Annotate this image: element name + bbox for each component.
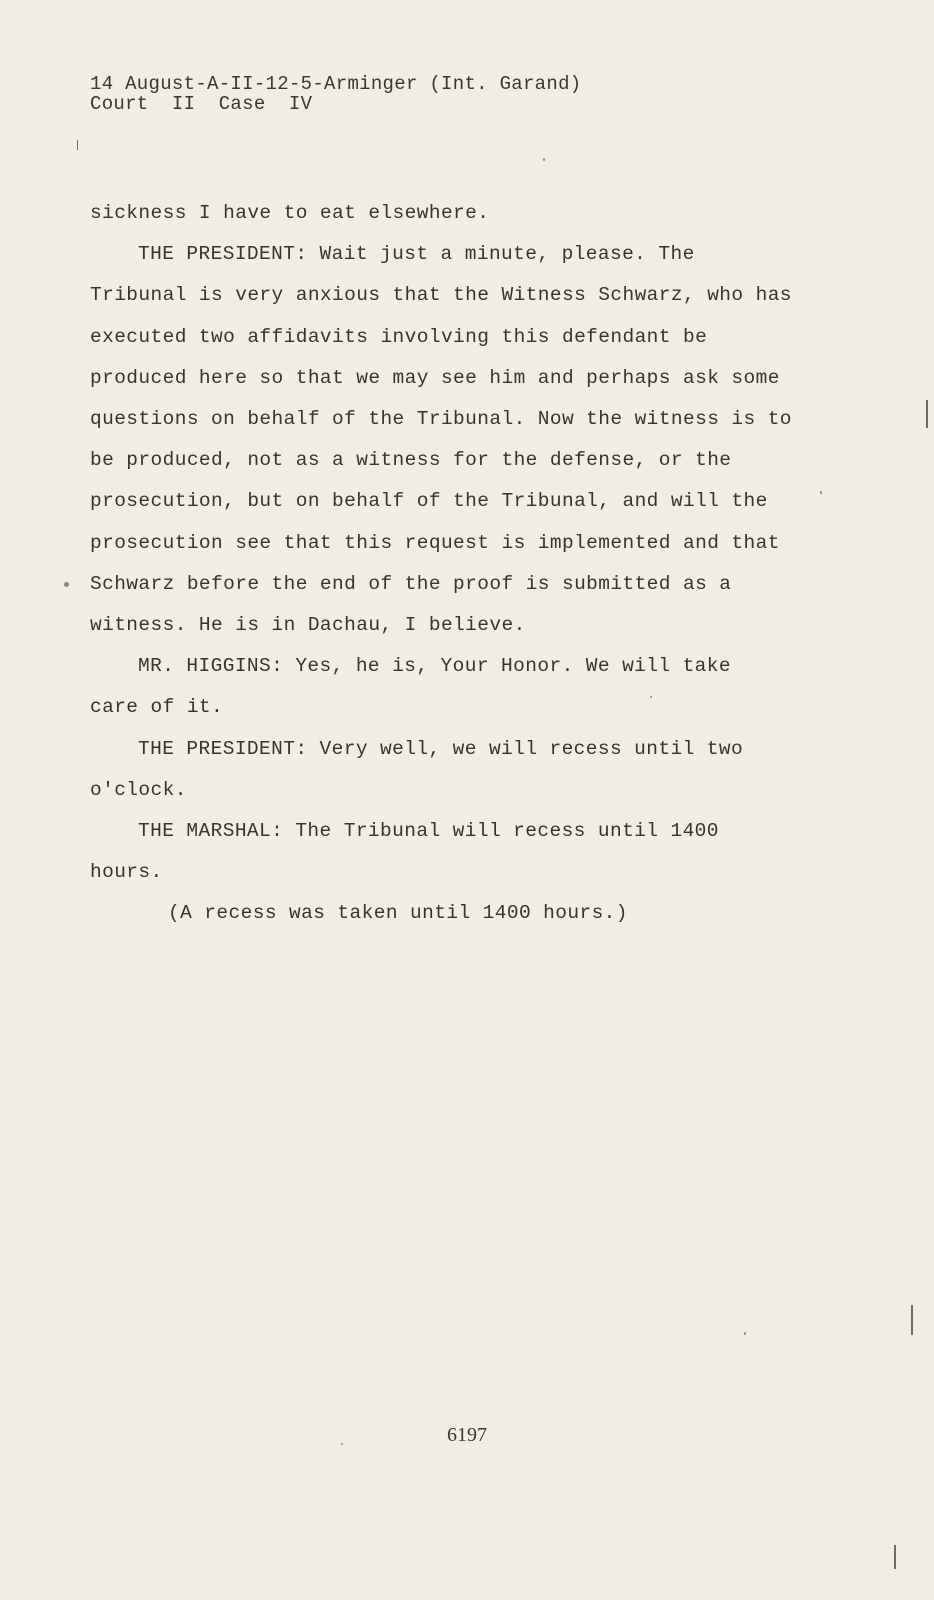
transcript-line: MR. HIGGINS: Yes, he is, Your Honor. We will take bbox=[138, 655, 731, 678]
transcript-line: o'clock. bbox=[90, 778, 187, 801]
transcript-line: produced here so that we may see him and perhaps ask some bbox=[90, 366, 780, 389]
transcript-line: Schwarz before the end of the proof is submitted as a bbox=[90, 572, 732, 595]
paper-speck bbox=[744, 1332, 746, 1335]
transcript-line: witness. He is in Dachau, I believe. bbox=[90, 614, 526, 637]
edge-mark bbox=[77, 140, 78, 150]
paper-speck bbox=[64, 582, 69, 587]
transcript-line: be produced, not as a witness for the defense, or the bbox=[90, 449, 732, 472]
transcript-line: (A recess was taken until 1400 hours.) bbox=[168, 902, 628, 925]
transcript-line: prosecution see that this request is implemented and that bbox=[90, 531, 780, 554]
document-header bbox=[90, 74, 581, 114]
paper-speck bbox=[341, 1443, 343, 1445]
paper-speck bbox=[820, 491, 822, 494]
transcript-line: executed two affidavits involving this defendant be bbox=[90, 325, 708, 348]
edge-mark bbox=[911, 1305, 913, 1335]
edge-mark bbox=[926, 400, 928, 428]
transcript-line: THE PRESIDENT: Very well, we will recess until two bbox=[138, 737, 744, 760]
transcript-line: hours. bbox=[90, 861, 163, 884]
transcript-line: care of it. bbox=[90, 696, 224, 719]
transcript-line: sickness I have to eat elsewhere. bbox=[90, 202, 490, 224]
transcript-body bbox=[90, 193, 830, 935]
edge-mark bbox=[894, 1545, 896, 1569]
transcript-line: questions on behalf of the Tribunal. Now the witness is to bbox=[90, 408, 792, 431]
paper-speck bbox=[543, 158, 545, 161]
header-line-court-case: Court II Case IV bbox=[90, 93, 313, 115]
transcript-line: Tribunal is very anxious that the Witness Schwarz, who has bbox=[90, 284, 792, 307]
transcript-line: THE PRESIDENT: Wait just a minute, please. The bbox=[138, 243, 695, 266]
paper-speck bbox=[650, 696, 652, 698]
header-line-date-reference: 14 August-A-II-12-5-Arminger (Int. Garand) bbox=[90, 73, 582, 95]
transcript-line: prosecution, but on behalf of the Tribunal, and will the bbox=[90, 490, 768, 513]
transcript-line: THE MARSHAL: The Tribunal will recess until 1400 bbox=[138, 820, 719, 843]
page-number: 6197 bbox=[447, 1424, 487, 1446]
